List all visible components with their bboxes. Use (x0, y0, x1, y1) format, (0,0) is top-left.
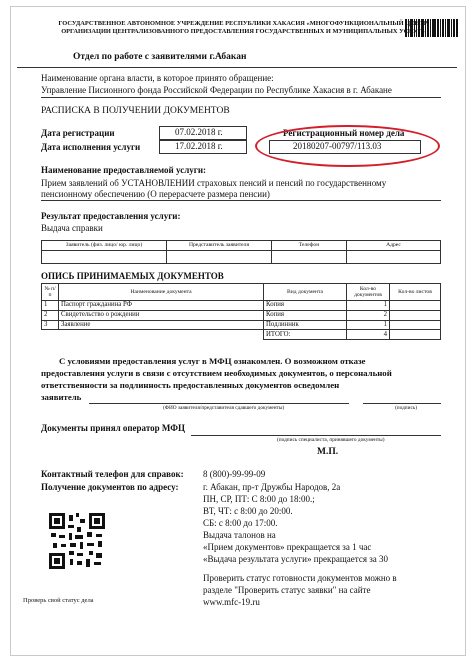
qr-code-image[interactable] (49, 513, 105, 569)
applicant-caption: (ФИО заявителя/представителя сдавшего документы) (163, 405, 285, 411)
phone-col: Телефон (272, 241, 347, 251)
address-col: Адрес (347, 241, 441, 251)
result-value: Выдача справки (41, 223, 103, 233)
col-kind-header: Вид документа (264, 284, 347, 301)
hours-line: ВТ, ЧТ: с 8:00 до 20:00. (203, 506, 293, 516)
total-value: 4 (347, 330, 390, 340)
service-line-2: пенсионному обеспечению (О перерасчете размера пенсии) (41, 189, 270, 199)
operator-label: Документы принял оператор МФЦ (41, 423, 185, 433)
tickets-line: «Прием документов» прекращается за 1 час (203, 542, 372, 552)
service-label: Наименование предоставляемой услуги: (41, 165, 207, 175)
phone-value: 8 (800)-99-99-09 (203, 469, 266, 479)
tickets-line: «Выдача результата услуги» прекращается за 30 (203, 554, 389, 564)
receipt-page (10, 6, 466, 656)
status-line: разделе "Проверить статус заявки" на сайте (203, 585, 371, 595)
regnum-value: 20180207-00797/113.03 (293, 141, 382, 151)
header-divider (17, 67, 457, 68)
hours-line: ПН, СР, ПТ: С 8:00 до 18:00.; (203, 494, 315, 504)
applicant-name-line (89, 403, 349, 404)
representative-col: Представитель заявителя (167, 241, 272, 251)
service-underline (41, 200, 441, 201)
conditions-line-3: ответственности за подлинность предоставленных документов осведомлен (41, 380, 340, 390)
reg-date-label: Дата регистрации (41, 128, 115, 138)
website-link[interactable]: www.mfc-19.ru (203, 597, 260, 607)
regnum-label: Регистрационный номер дела (283, 128, 405, 138)
hours-line: СБ: с 8:00 до 17:00. (203, 518, 278, 528)
reg-date-value: 07.02.2018 г. (175, 127, 223, 137)
inventory-table (41, 283, 441, 340)
conditions-line-1: С условиями предоставления услуг в МФЦ ознакомлен. О возможном отказе (59, 356, 366, 366)
status-line: Проверить статус готовности документов можно в (203, 573, 397, 583)
header-line-1: ГОСУДАРСТВЕННОЕ АВТОНОМНОЕ УЧРЕЖДЕНИЕ РЕСПУБЛИКИ ХАКАСИЯ «МНОГОФУНКЦИОНАЛЬНЫЙ ЦЕНТР (58, 20, 428, 27)
authority-underline (41, 97, 441, 98)
address-line: г. Абакан, пр-т Дружбы Народов, 2а (203, 482, 341, 492)
service-line-1: Прием заявлений об УСТАНОВЛЕНИИ страховых пенсий и пенсий по государственному (41, 178, 387, 188)
phone-label: Контактный телефон для справок: (41, 469, 184, 479)
applicant-col: Заявитель (физ. лицо/ юр. лицо) (42, 241, 167, 251)
authority-label: Наименование органа власти, в которое принято обращение: (41, 73, 274, 83)
table-row: 3 Заявление Подлинник 1 (42, 320, 441, 330)
stamp-place: М.П. (317, 447, 339, 457)
table-row: 2 Свидетельство о рождении Копия 2 (42, 310, 441, 320)
department-title: Отдел по работе с заявителями г.Абакан (73, 52, 247, 62)
applicant-table (41, 240, 441, 264)
highlight-oval (255, 125, 440, 167)
conditions-line-2: предоставления услуги в связи с отсутствием необходимых документов, о персональной (41, 368, 392, 378)
operator-caption: (подпись специалиста, принявшего документы) (277, 437, 385, 443)
exec-date-label: Дата исполнения услуги (41, 142, 141, 152)
receipt-title: РАСПИСКА В ПОЛУЧЕНИИ ДОКУМЕНТОВ (41, 106, 230, 116)
applicant-word: заявитель (41, 392, 82, 402)
col-docs-header: Кол-во документов (347, 284, 390, 301)
tickets-line: Выдача талонов на (203, 530, 276, 540)
result-label: Результат предоставления услуги: (41, 211, 181, 221)
col-sheets-header: Кол-во листов (390, 284, 441, 301)
applicant-sign-line (363, 403, 441, 404)
address-label: Получение документов по адресу: (41, 482, 179, 492)
table-row: 1 Паспорт гражданина РФ Копия 1 (42, 301, 441, 311)
applicant-sign-caption: (подпись) (395, 405, 417, 411)
col-num-header: № п/п (42, 284, 59, 301)
exec-date-value: 17.02.2018 г. (175, 141, 223, 151)
operator-sign-line (191, 435, 441, 436)
header-line-2: ОРГАНИЗАЦИИ ЦЕНТРАЛИЗОВАННОГО ПРЕДОСТАВЛЕНИЯ ГОСУДАРСТВЕННЫХ И МУНИЦИПАЛЬНЫХ УСЛУГ» (61, 28, 425, 35)
col-name-header: Наименование документа (59, 284, 264, 301)
total-row (42, 330, 441, 340)
total-label: ИТОГО: (264, 330, 347, 340)
qr-caption: Проверь свой статус дела (23, 597, 94, 604)
inventory-title: ОПИСЬ ПРИНИМАЕМЫХ ДОКУМЕНТОВ (41, 271, 224, 281)
authority-value: Управление Писионного фонда Российской Федерации по Республике Хакасия в г. Абакане (41, 85, 392, 95)
